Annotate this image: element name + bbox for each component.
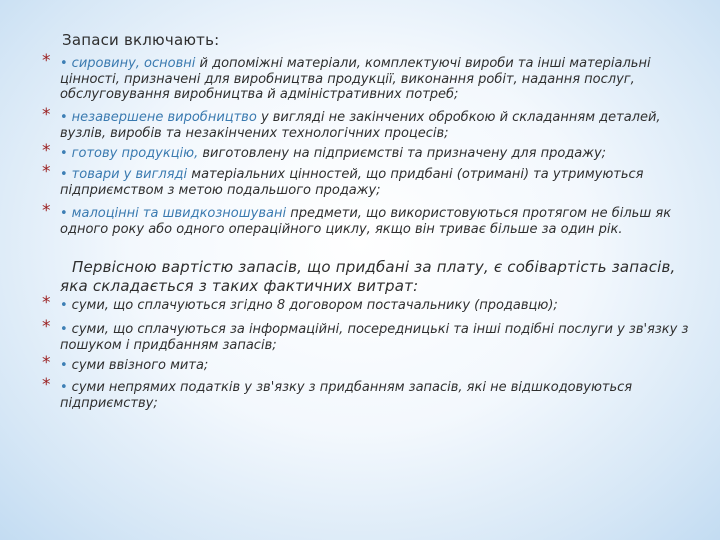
star-bullet-icon: * [42,51,51,71]
list-item [42,353,708,374]
star-bullet-icon: * [42,201,51,221]
list-item [42,105,708,141]
dot-bullet-icon: • [60,298,68,313]
item-text: предмети, що використовуються протягом не більш як одного року або одного операційного циклу, якщо він триває більше за один рік. [60,206,672,237]
dot-bullet-icon: • [60,56,68,71]
star-bullet-icon: * [42,317,51,337]
section-heading-inventories: Запаси включають: [62,31,220,49]
star-bullet-icon: * [42,141,51,161]
item-lead: товари у вигляді [71,167,188,182]
list-item [42,141,708,162]
item-text: суми ввізного мита; [71,358,209,373]
dot-bullet-icon: • [60,206,68,221]
dot-bullet-icon: • [60,358,68,373]
dot-bullet-icon: • [60,110,68,125]
list-item [42,201,708,237]
item-text: у вигляді не закінчених обробкою й складанням деталей, вузлів, виробів та незакінчених технологічних процесів; [60,110,661,141]
list-item [42,375,708,411]
item-lead: незавершене виробництво [71,110,257,125]
dot-bullet-icon: • [60,322,68,337]
item-text: суми, що сплачуються згідно 8 договором постачальнику (продавцю); [71,298,558,313]
list-item [42,51,708,103]
list-item [42,162,708,198]
dot-bullet-icon: • [60,167,68,182]
star-bullet-icon: * [42,162,51,182]
star-bullet-icon: * [42,293,51,313]
item-text: суми, що сплачуються за інформаційні, посередницькі та інші подібні послуги у зв'язку з пошуком і придбанням запасів; [60,322,689,353]
list-item [42,293,708,314]
star-bullet-icon: * [42,105,51,125]
item-text: й допоміжні матеріали, комплектуючі вироби та інші матеріальні цінності, призначені для виробництва продукції, виконання робіт, надання послуг, обслуговування виробництва й адміністративних потреб; [60,56,651,102]
dot-bullet-icon: • [60,380,68,395]
item-lead: сировину, основні [71,56,196,71]
section-heading-initial-cost: Первісною вартістю запасів, що придбані за плату, є собівартість запасів, яка складається з таких фактичних витрат: [60,258,676,295]
item-lead: малоцінні та швидкозношувані [71,206,287,221]
star-bullet-icon: * [42,375,51,395]
dot-bullet-icon: • [60,146,68,161]
item-text: суми непрямих податків у зв'язку з придбанням запасів, які не відшкодовуються підприємству; [60,380,633,411]
star-bullet-icon: * [42,353,51,373]
item-lead: готову продукцію, [71,146,199,161]
list-item [42,317,708,353]
item-text: виготовлену на підприємстві та призначену для продажу; [198,146,607,161]
item-text: матеріальних цінностей, що придбані (отримані) та утримуються підприємством з метою подальшого продажу; [60,167,644,198]
